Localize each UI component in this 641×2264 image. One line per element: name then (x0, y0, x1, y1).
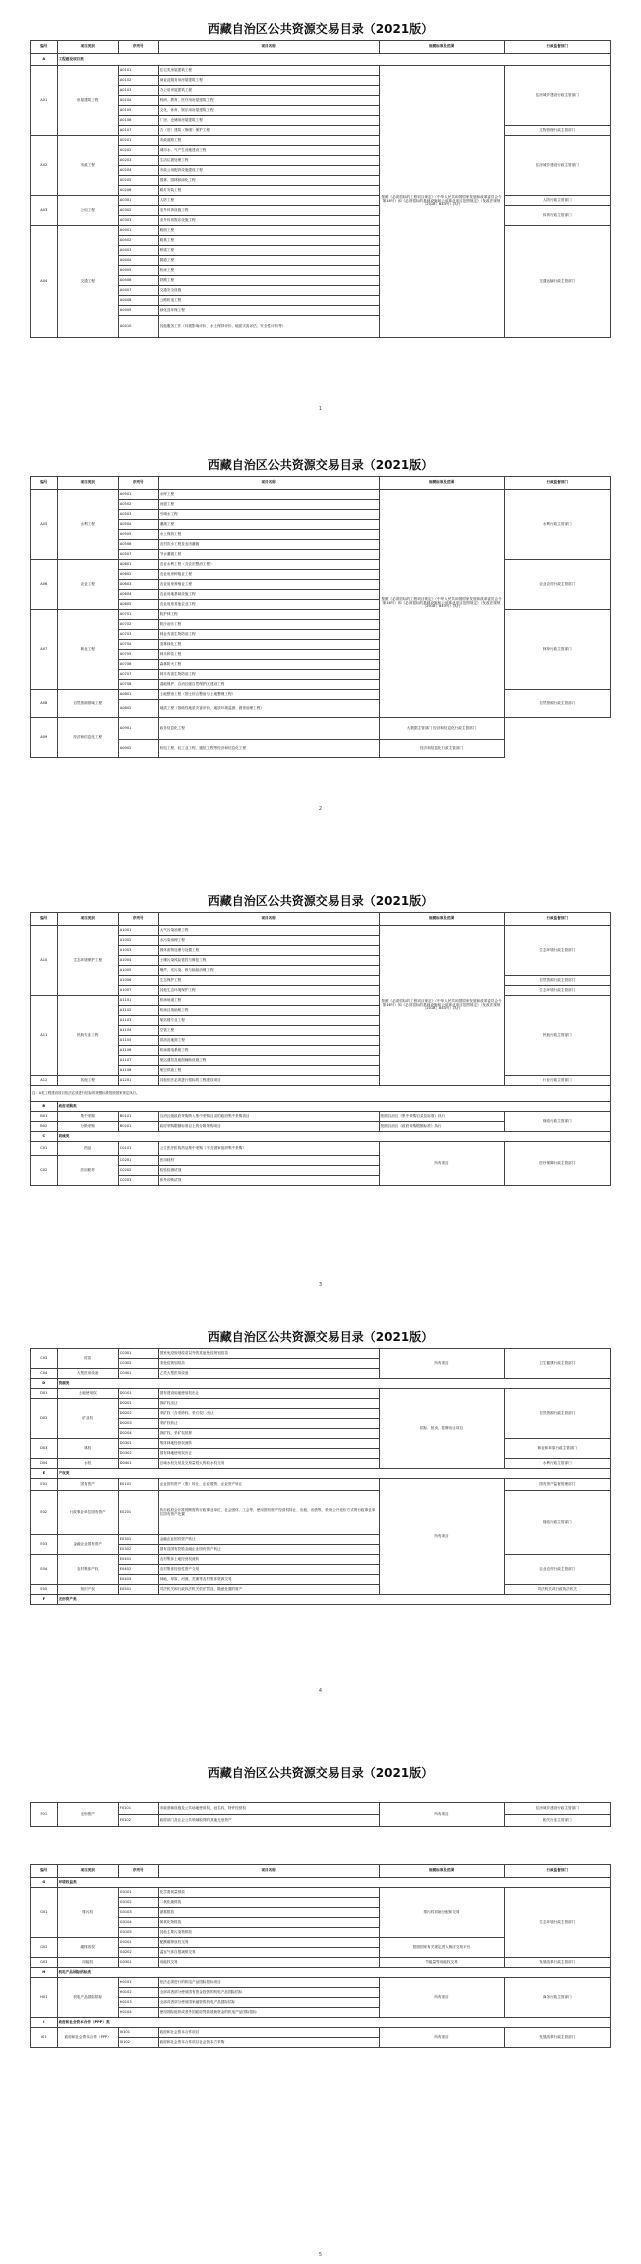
header-code: 编号 (31, 41, 58, 54)
page-number: 4 (318, 1688, 323, 1694)
header-scope: 规模标准及范围 (379, 41, 504, 54)
header-serial: 序列号 (118, 41, 158, 54)
page-title: 西藏自治区公共资源交易目录（2021版） (207, 458, 434, 472)
page-number: 2 (318, 806, 323, 812)
page-number: 3 (318, 1282, 323, 1288)
page-number: 5 (318, 2252, 323, 2258)
catalog-table: 编号 项目类别 序列号 项目名称 规模标准及范围 行政监督部门 A10 生态环境保护工程 A1001 大气污染治理工程 按照《必须招标的工程项目规定》（中华人民共和国国家发展和改革委员会令第16号）和《必须招标的基础设施和公用事业项目范围规定》（发改法规规〔2018〕843号）执行 生态环境行政主管部门 A1002 水污染治理工程 A1003 固体废物处理与处置工程 A1004 土壤污染风险管控与修复工程 A1005 噪声、光污染、核与辐射治理工程 A1006 生态保护工程 自然资源行政主管部门 A1007 其他生态环境保护工程 生态环境行政主管部门 A11 民航专业工程 A1101 机场场道工程 民航行政主管部门 A1102 机场目视助航工程 A1103 航站楼专业工程 A1104 空管工程 A1105 供油及地面工程 A1106 机场弱电系统工程 A1107 航运通信及地面辅助设施工程 A1108 航空供油工程 A12 其他工程 A1201 其他依法必须进行招标的工程建设项目 行业行政主管部门 注：A类工程建设项目依法必须进行招标的规模标准按照国家规定执行。 B 政府采购类 B01 集中采购 B0101 自治区级政府采购纳入集中采购目录的政府集中采购项目 按照自治区《集中采购目录及标准》执行 财政行政主管部门 B02 分散采购 B0201 政府采购限额标准以上的分散采购项目 按照自治区《政府采购限额标准》执行 C 药械类 C01 药品 C0101 公立医疗机构药品集中采购（不含国家组织集中采购） 所有项目 医疗保障行政主管部门 C02 医用耗材 C0201 医用耗材 C0202 检验检测试剂 C0203 体外诊断试剂 (30, 912, 611, 1186)
header-dept: 行政监督部门 (504, 41, 610, 54)
page-number: 1 (318, 406, 323, 412)
scope-law-text: 按照《必须招标的工程项目规定》（中华人民共和国国家发展和改革委员会令第16号）和《必须招标的基础设施和公用事业项目范围规定》（发改法规规〔2018〕843号）执行 (379, 66, 504, 338)
catalog-table: 编号 项目类别 序列号 项目名称 规模标准及范围 行政监督部门 G 环境权益类 G01 排污权 G0101 化学需氧量排放 排污权初始分配和交易 生态环境行政主管部门 G0102 二氧化硫排放 G0103 氨氮排放 G0104 氮氧化物排放 G0105 其他主要污染物排放 G02 碳排放权 G0201 配额碳排放权交易 按照国家有关规定进入相应交易平台 G0202 温室气体自愿减排交易 G03 用能权 G0301 用能权交易 节能量等用能权交易 发展改革行政主管部门 H 机电产品国际招标类 H01 机电产品国际招标 H0101 依法必须进行的机电产品国际招标项目 所有项目 商务行政主管部门 H0102 全部或者部分使用国有资金投资的机电产品国际招标 H0103 全部或者部分使用国家融资的机电产品国际招标 H0104 使用国际组织或者外国政府贷款援助资金的机电产品国际招标 I 政府和社会资本合作（PPP）类 I01 政府和社会资本合作（PPP） I0101 政府和社会资本合作项目 所有项目 发展改革行政主管部门 I0102 政府和社会资本合作项目社会资本方采购 (30, 1864, 611, 2048)
page-title: 西藏自治区公共资源交易目录（2021版） (207, 894, 434, 908)
catalog-table-f: F01 无形资产 F0101 市政基础设施及公共场地使用权、冠名权、特许经营权 所有项目 住房城乡建设行政主管部门 F0102 政府部门及社会公共领域取得的其他无形资产 相关行业主管部门 (30, 1802, 611, 1827)
catalog-table: 编号 项目类别 序列号 项目名称 规模标准及范围 行政监督部门 A 工程建设项目类 A01 房屋建筑工程 A0101 住宅类房屋建筑工程 按照《必须招标的工程项目规定》（中华人民共和国国家发展和改革委员会令第16号）和《必须招标的基础设施和公用事业项目范围规定》（发改法规规〔2018〕843号）执行 住房城乡建设行政主管部门 A0102 商业及服务用房屋建筑工程 A0103 办公用房屋建筑工程 A0104 科研、教育、医疗用房屋建筑工程 A0105 文化、体育、娱乐用房屋建筑工程 A0106 厂房、仓储用房屋建筑工程 A0107 古（旧）建筑（修缮）保护工程 文物管理行政主管部门 A02 市政工程 A0201 市政道路工程 住房城乡建设行政主管部门 A0202 城市水、气产生设施建设工程 A0203 生活垃圾处理工程 A0204 市政公用配套设施建设工程 A0205 园林、园林和绿化工程 A0206 路灯安装工程 A03 公用工程 A0301 人防工程 人防行政主管部门 A0302 室外体育设施工程 体育行政主管部门 A0303 室外体育娱乐设施工程 A04 交通工程 A0401 路面工程 交通运输行政主管部门 A0402 路基工程 A0403 桥梁工程 A0404 隧道工程 A0405 机场工程 A0406 铁路工程 A0407 交通安全设施 A0408 公路机电工程 A0409 绿化及环保工程 A0410 其他服务工作（环境影响评价、水土保持评价、地质灾害评估、安全性评价等） (30, 40, 611, 338)
catalog-table: C03 疫苗 C0301 国家免疫规划疫苗以外的其他免疫规划疫苗 所有项目 卫生健康行政主管部门 C0302 非免疫规划疫苗 C04 大型医用设备 C0401 乙类大型医用设备 D 资源类 D01 土地使用权 D0101 国有建设用地使用权出让 招标、拍卖、挂牌出让项目 自然资源行政主管部门 D02 矿业权 D0201 探矿权出让 D0202 采矿权（含采砂权、采石权）出让 D0203 采矿权转让 D0204 探矿权、采矿权抵押 D03 林权 D0301 集体林地经营权流转 林业和草原行政主管部门 D0302 国有林地使用权出让 D04 水权 D0401 区域水权交易及交易量较大的取水权交易 水利行政主管部门 E 产权类 E01 国有资产 E0101 企业国有资产（股）转让、企业增资、企业资产转让 所有项目 国有资产监督管理部门 E02 行政事业单位国有资产 E0201 执行政府会计准则制度的行政事业单位、社会团体、工会等，使用国有资产经营权转让、出租、出借等，采用公开竞价方式的行政事业单位国有资产处置 财政行政主管部门 E03 金融企业国有资产 E0301 金融企业国有资产转让 E0302 国有及国有控股金融企业国有资产转让 E04 农村集体产权 E0401 农村集体土地经营权流转 农业农村行政主管部门 E0402 农村集体经营性资产交易 E0403 林地、草原、河流、荒滩等农村集体资源交易 E05 知识产权 E0501 司法机关和行政执法机关依法罚没、随意处置的财产 司法机关或行政执法机关 F 无形资产类 (30, 1348, 611, 1605)
page-title: 西藏自治区公共资源交易目录（2021版） (207, 22, 434, 36)
header-category: 项目类别 (57, 41, 118, 54)
header-name: 项目名称 (158, 41, 379, 54)
note: 注：A类工程建设项目依法必须进行招标的规模标准按照国家规定执行。 (31, 1086, 611, 1102)
page-title: 西藏自治区公共资源交易目录（2021版） (207, 1766, 434, 1780)
page-title: 西藏自治区公共资源交易目录（2021版） (207, 1330, 434, 1344)
category-label: 工程建设项目类 (57, 54, 610, 66)
catalog-table: 编号 项目类别 序列号 项目名称 规模标准及范围 行政监督部门 A05 水利工程 A0501 水库工程 按照《必须招标的工程项目规定》（中华人民共和国国家发展和改革委员会令第16号）和《必须招标的基础设施和公用事业项目范围规定》（发改法规规〔2018〕843号）执行 水利行政主管部门 A0502 河道工程 A0503 引调水工程 A0504 灌溉工程 A0505 水土保持工程 A0506 农村饮水工程及农田灌溉 A0507 节水灌溉工程 A06 农业工程 A0601 农业水利工程（含农田整治工程） 农业农村行政主管部门 A0602 农业用房种植业工程 A0603 农业用房养殖业工程 A0604 农业用地基础设施工程 A0605 农业用房其他农业工程 A07 林业工程 A0701 防护林工程 林草行政主管部门 A0702 防沙治沙工程 A0703 林业有害生物防治工程 A0704 造林绿化工程 A0705 林木种苗工程 A0706 森林防火工程 A0707 林木有害生物防治工程 A0708 湿地保护、自治区级自然保护区建设工程 A08 自然资源领域工程 A0801 土地整治工程（国土综合整治与土地整理工程） 自然资源行政主管部门 A0802 地质工程（基础性地质灾害评价、地质环境监测、勘查治理工程） A09 经济和信息化工程 A0901 政务信息化工程 大数据主管部门 经济和信息化行政主管部门 A0902 机电工程、轻工业工程、通信工程等经济和信息化工程 经济和信息化行政主管部门 (30, 476, 611, 758)
